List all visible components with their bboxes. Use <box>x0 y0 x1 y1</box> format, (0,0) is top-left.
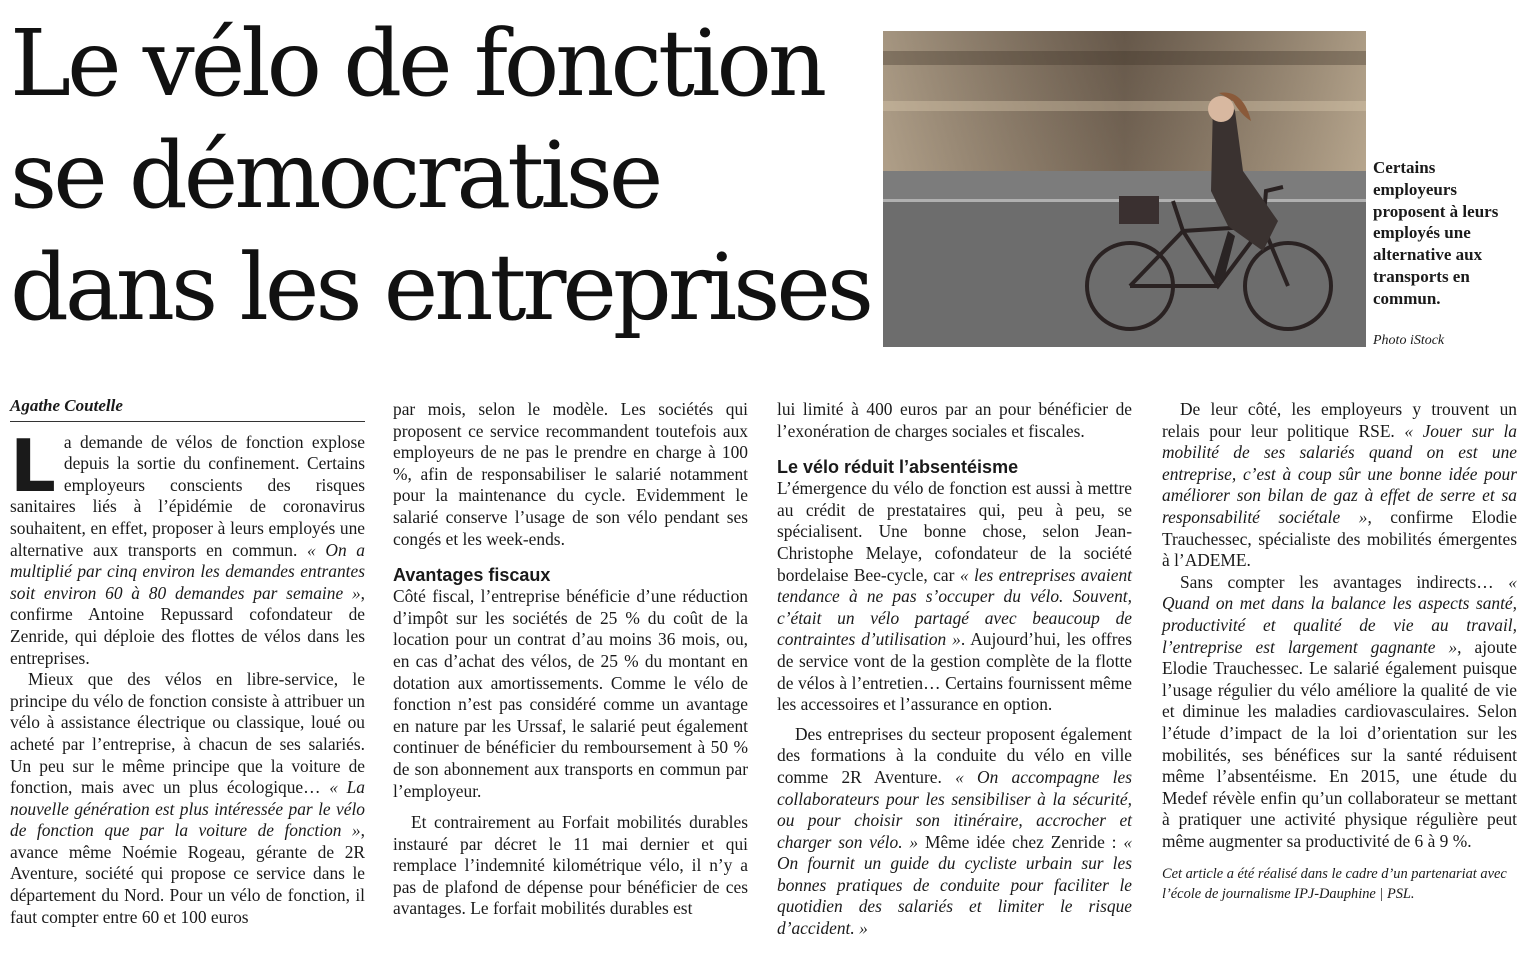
quote: « Jouer sur la mobilité de ses salariés quand on est une entreprise, c’est à coup sûr une bonne idée pour améliorer son bilan de gaz à effet de serre et sa responsabilité sociétale » <box>1162 420 1517 527</box>
article-column-2 <box>393 399 748 920</box>
headline <box>10 8 870 344</box>
article-paragraph <box>10 669 365 928</box>
article-paragraph <box>1162 399 1517 572</box>
paragraph-text: Sans compter les avantages indirects… <box>1180 571 1494 592</box>
quote: « La nouvelle génération est plus intéressée par le vélo de fonction que par la voiture de fonction » <box>10 777 365 841</box>
article-column-1 <box>10 395 365 928</box>
paragraph-text: a demande de vélos de fonction explose depuis la sortie du confinement. Certains employeurs conscients des risques sanitaires liés à l’épidémie de coronavirus souhaitent, en effet, proposer à leurs employés une alternative aux transports en commun. <box>10 431 365 560</box>
quote: « On a multiplié par cinq environ les demandes entrantes soit environ 60 à 80 demandes par semaine » <box>10 539 366 603</box>
quote: « On fournit un guide du cycliste urbain sur les bonnes pratiques de conduite pour faciliter le quotidien des salariés et limiter le risque d’accident. » <box>777 831 1133 939</box>
photo-credit: Photo iStock <box>1373 333 1445 348</box>
article-column-4 <box>1162 399 1517 904</box>
section-heading: Avantages fiscaux <box>393 565 551 586</box>
paragraph-text: Mieux que des vélos en libre-service, le principe du vélo de fonction consiste à attribuer un vélo à assistance électrique ou classique, loué ou acheté par l’entreprise, à chacun de ses salariés. Un peu sur le même principe que la voiture de fonction, mais avec un plus écologique… <box>10 669 365 798</box>
byline: Agathe Coutelle <box>10 395 365 422</box>
paragraph-text: Des entreprises du secteur proposent également des formations à la conduite du vélo en ville comme 2R Aventure. <box>777 723 1132 787</box>
quote: « Quand on met dans la balance les aspects santé, productivité et qualité de vie au travail, l’entreprise est largement gagnante » <box>1162 571 1517 657</box>
paragraph-text: , avance même Noémie Rogeau, gérante de 2R Aventure, société qui propose ce service dans le département du Nord. Pour un vélo de fonction, il faut compter entre 60 et 100 euros <box>10 820 365 927</box>
article-paragraph: Côté fiscal, l’entreprise bénéficie d’une réduction d’impôt sur les sociétés de 25 % du coût de la location pour un contrat d’au moins 36 mois, ou, en cas d’achat des vélos, de 25 % du montant en dotation aux amortissements. Comme le vélo de fonction n’est pas considéré comme un avantage en nature par les Urssaf, le salarié peut également continuer de bénéficier du remboursement à 50 % de son abonnement aux transports en commun par l’employeur. <box>393 586 748 801</box>
paragraph-text: Même idée chez Zenride : <box>918 831 1117 852</box>
cyclist-photo <box>883 31 1366 347</box>
paragraph-text: L’émergence du vélo de fonction est aussi à mettre au crédit de prestataires qui, peu à peu, se spécialisent. Une bonne chose, selon Jean-Christophe Melaye, cofondateur de la société bordelaise Bee-cycle, car <box>777 478 1132 585</box>
quote: « les entreprises avaient tendance à ne pas s’occuper du vélo. Souvent, c’était un vélo partagé avec beaucoup de contraintes d’utilisation » <box>777 564 1132 650</box>
paragraph-text: , confirme Elodie Trauchessec, spécialiste des mobilités émergentes à l’ADEME. <box>1162 506 1517 571</box>
article-paragraph: par mois, selon le modèle. Les sociétés qui proposent ce service recommandent toutefois aux employeurs de ne pas le prendre en charge à 100 %, afin de responsabiliser le salarié notamment pour la maintenance du cycle. Evidemment le salarié conserve l’usage de son vélo pendant ses congés et les week-ends. <box>393 399 748 549</box>
headline-line-3: dans les entreprises <box>10 234 871 341</box>
drop-cap: L <box>10 423 56 508</box>
quote: « On accompagne les collaborateurs pour les sensibiliser à la sécurité, ou pour choisir son itinéraire, accrocher et charger son vélo. » <box>777 766 1132 852</box>
article-paragraph <box>777 724 1132 940</box>
headline-line-1: Le vélo de fonction <box>10 10 824 117</box>
photo-caption: Certains employeurs proposent à leurs employés une alternative aux transports en commun. <box>1373 158 1499 308</box>
article-paragraph: Et contrairement au Forfait mobilités durables instauré par décret le 11 mai dernier et qui remplace l’indemnité kilométrique vélo, il n’y a pas de plafond de dépense pour bénéficier de ces avantages. Le forfait mobilités durables est <box>393 812 748 919</box>
article-column-3 <box>777 399 1132 940</box>
article-paragraph: lui limité à 400 euros par an pour bénéficier de l’exonération de charges sociales et fiscales. <box>777 399 1132 441</box>
cyclist-photo-illustration <box>883 31 1366 347</box>
partnership-note: Cet article a été réalisé dans le cadre d’un partenariat avec l’école de journalisme IPJ-Dauphine | PSL. <box>1162 866 1507 903</box>
article-paragraph <box>777 478 1132 716</box>
paragraph-text: , confirme Antoine Repussard cofondateur de Zenride, qui déploie des flottes de vélos dans les entreprises. <box>10 582 365 668</box>
headline-line-2: se démocratise <box>10 122 660 229</box>
paragraph-text: De leur côté, les employeurs y trouvent un relais pour leur politique RSE. <box>1162 399 1517 441</box>
paragraph-text: , ajoute Elodie Trauchessec. Le salarié également puisque l’usage régulier du vélo améliore la qualité de vie et diminue les maladies cardiovasculaires. Selon l’étude d’impact de la loi d’orientation sur les mobilités, ses bénéfices sur la santé réduisent même l’absentéisme. En 2015, une étude du Medef révèle enfin qu’un collaborateur se mettant à pratiquer une activité physique régulière peut même augmenter sa productivité de 6 à 9 %. <box>1162 636 1517 851</box>
paragraph-text: . Aujourd’hui, les offres de service vont de la gestion complète de la flotte de vélos à l’entretien… Certains fournissent même les accessoires et l’assurance en option. <box>777 629 1132 715</box>
article-paragraph <box>10 423 366 670</box>
article-paragraph <box>1162 572 1517 853</box>
section-heading: Le vélo réduit l’absentéisme <box>777 457 1019 478</box>
